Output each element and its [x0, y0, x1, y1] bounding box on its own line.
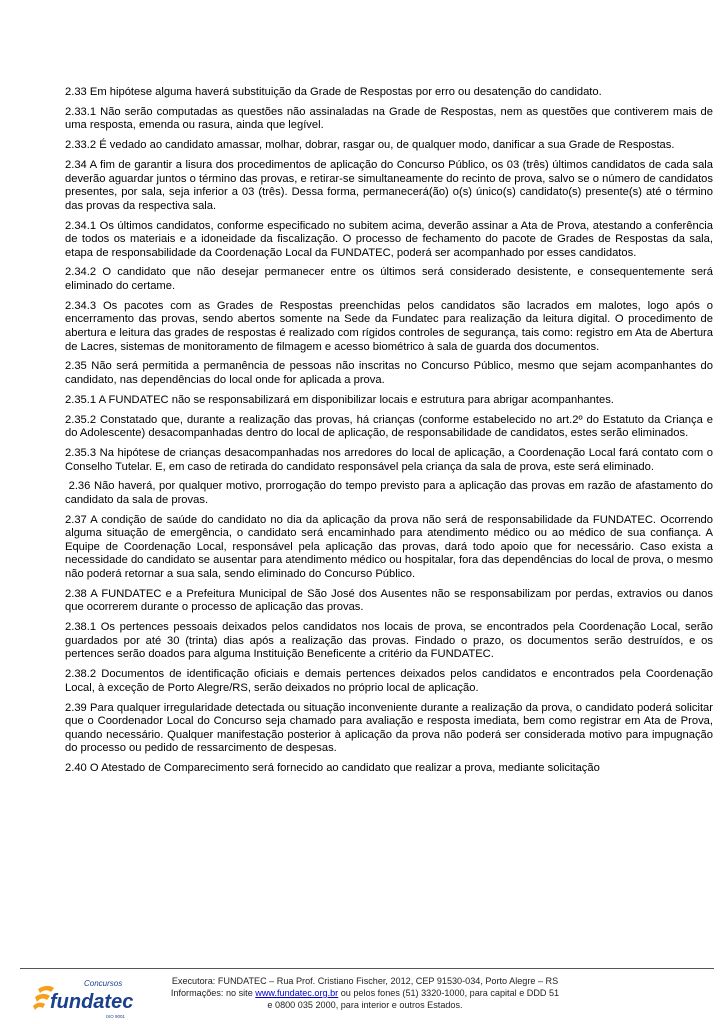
paragraph-number: 2.35.3: [65, 446, 97, 459]
paragraph-number: 2.39: [65, 701, 87, 714]
paragraph-text: Documentos de identificação oficiais e demais pertences deixados pelos candidatos e encontrados pela Coordenação Local, à exceção de Porto Alegre/RS, serão deixados no próprio local de aplicação.: [65, 668, 713, 694]
paragraph-number: 2.40: [65, 762, 87, 775]
paragraph-number: 2.38.1: [65, 621, 97, 634]
paragraph-text: A condição de saúde do candidato no dia da aplicação da prova não será de responsabilidade da FUNDATEC. Ocorrendo alguma situação de emergência, o candidato será encaminhado para atendimento médico ou ao médico de sua confiança. A Equipe de Coordenação Local, responsável pela aplicação das provas, dará todo apoio que for necessário. Caso exista a necessidade do candidato se ausentar para atendimento médico ou hospitalar, fora das dependências do local de prova, o mesmo não poderá retornar a sua sala, sendo eliminado do Concurso Público.: [65, 513, 713, 581]
paragraph: [65, 668, 713, 695]
paragraph-text: Não será permitida a permanência de pessoas não inscritas no Concurso Público, mesmo que sejam acompanhantes do candidato, nas dependências do local onde for aplicada a prova.: [65, 360, 713, 386]
paragraph: [65, 106, 713, 133]
paragraph: [65, 86, 713, 100]
paragraph-number: 2.34.2: [65, 266, 97, 279]
paragraph: [65, 360, 713, 387]
paragraph-number: 2.37: [65, 513, 87, 526]
paragraph-number: 2.34.3: [65, 299, 97, 312]
paragraph-number: 2.33.2: [65, 139, 97, 152]
paragraph-number: 2.34: [65, 158, 87, 171]
paragraph-number: 2.35.1: [65, 393, 97, 406]
paragraph: [65, 414, 713, 441]
paragraph: [65, 220, 713, 261]
paragraph: [65, 514, 713, 582]
paragraph-text: Constatado que, durante a realização das provas, há crianças (conforme estabelecido no art.2º do Estatuto da Criança e do Adolescente) desacompanhadas dentro do local de aplicação, de responsabilidade de candidatos, estes serão eliminados.: [65, 413, 713, 440]
paragraph-number: 2.36: [65, 480, 91, 493]
paragraph-text: Os pacotes com as Grades de Respostas preenchidas pelos candidatos são lacrados em malotes, logo após o encerramento das provas, sendo abertos somente na Sede da Fundatec para realização da leitura digital. O procedimento de abertura e leitura das grades de respostas é realizado com rígidos controles de segurança, tais como: registro em Ata de Abertura de Lacres, sistemas de monitoramento de filmagem e acesso biométrico à sala de guarda dos documentos.: [65, 299, 713, 353]
document-body: [65, 86, 713, 782]
paragraph-text: Os últimos candidatos, conforme especificado no subitem acima, deverão assinar a Ata de Prova, atestando a conferência de todos os materiais e a idoneidade da fiscalização. O processo de fechamento do pacote de Grades de Respostas da sala, etapa de responsabilidade da Coordenação Local da FUNDATEC, poderá ser acompanhado por esses candidatos.: [65, 219, 713, 259]
paragraph: [65, 621, 713, 662]
paragraph-text: A fim de garantir a lisura dos procedimentos de aplicação do Concurso Público, os 03 (três) últimos candidatos de cada sala deverão aguardar juntos o término das provas, e retirar-se simultaneamente do recinto de prova, salvo se o número de candidatos presentes, por sala, seja inferior a 03 (três). Dessa forma, permanecerá(ão) o(s) único(s) candidato(s) presente(s) até o término das provas da respectiva sala.: [65, 158, 713, 212]
paragraph-text: A FUNDATEC não se responsabilizará em disponibilizar locais e estrutura para abrigar acompanhantes.: [96, 393, 614, 406]
paragraph: [65, 394, 713, 408]
paragraph-number: 2.33.1: [65, 105, 97, 118]
paragraph-number: 2.34.1: [65, 219, 97, 232]
footer-divider: [20, 968, 714, 969]
paragraph-text: A FUNDATEC e a Prefeitura Municipal de São José dos Ausentes não se responsabilizam por perdas, extravios ou danos que ocorrerem durante o processo de aplicação das provas.: [65, 587, 713, 614]
paragraph-text: Para qualquer irregularidade detectada ou situação inconveniente durante a realização da prova, o candidato poderá solicitar que o Coordenador Local do Concurso seja chamado para avaliação e resposta imediata, bem como registrar em Ata de Prova, quando necessário. Qualquer manifestação posterior à aplicação da prova não poderá ser considerada motivo para impugnação do processo ou pedido de ressarcimento de despesas.: [65, 701, 713, 755]
footer-info-prefix: Informações: no site: [170, 988, 256, 998]
paragraph-text: Não serão computadas as questões não assinaladas na Grade de Respostas, nem as questões que contiverem mais de uma resposta, emenda ou rasura, ainda que legível.: [65, 105, 713, 132]
paragraph-text: O Atestado de Comparecimento será fornecido ao candidato que realizar a prova, mediante solicitação: [86, 762, 600, 775]
paragraph: [65, 762, 713, 776]
paragraph-number: 2.38: [65, 587, 87, 600]
paragraph: [65, 159, 713, 213]
fundatec-logo: [28, 975, 138, 1023]
website-link[interactable]: www.fundatec.org.br: [255, 988, 339, 998]
paragraph: [65, 266, 713, 293]
paragraph-number: 2.33: [65, 86, 87, 98]
paragraph-text: O candidato que não desejar permanecer entre os últimos será considerado desistente, e consequentemente será eliminado do certame.: [65, 266, 713, 293]
paragraph-number: 2.35: [65, 360, 87, 373]
paragraph-text: Em hipótese alguma haverá substituição da Grade de Respostas por erro ou desatenção do candidato.: [86, 86, 602, 98]
footer-info-suffix: ou pelos fones (51) 3320-1000, para capital e DDD 51: [338, 988, 560, 998]
footer-line-phone: e 0800 035 2000, para interior e outros Estados.: [267, 1000, 463, 1010]
logo-fundatec-text: fundatec: [50, 991, 134, 1013]
paragraph-number: 2.35.2: [65, 413, 97, 426]
paragraph-text: É vedado ao candidato amassar, molhar, dobrar, rasgar ou, de qualquer modo, danificar a sua Grade de Respostas.: [96, 139, 675, 152]
paragraph: [65, 139, 713, 153]
footer-line-address: Executora: FUNDATEC – Rua Prof. Cristiano Fischer, 2012, CEP 91530-034, Porto Alegre – RS: [171, 976, 559, 986]
footer-contact: [150, 975, 580, 1011]
paragraph-text: Na hipótese de crianças desacompanhadas nos arredores do local de aplicação, a Coordenação Local fará contato com o Conselho Tutelar. E, em caso de retirada do candidato responsável pela criança da sala de prova, este será eliminado.: [65, 446, 713, 473]
paragraph: [65, 447, 713, 474]
footer-line-info: [150, 987, 580, 999]
paragraph-text: Não haverá, por qualquer motivo, prorrogação do tempo previsto para a aplicação das provas em razão de afastamento do candidato da sala de provas.: [65, 480, 713, 506]
paragraph: [65, 702, 713, 756]
page-footer: [0, 962, 724, 1024]
logo-concursos-text: Concursos: [84, 979, 123, 988]
logo-iso-text: ISO 9001: [106, 1014, 126, 1019]
paragraph-number: 2.38.2: [65, 668, 97, 681]
paragraph: [65, 300, 713, 354]
paragraph: [65, 480, 713, 507]
paragraph-text: Os pertences pessoais deixados pelos candidatos nos locais de prova, se encontrados pela Coordenação Local, serão guardados por até 30 (trinta) dias após a realização das provas. Findado o prazo, os documentos serão destruídos, e os pertences serão doados para alguma Instituição Beneficente a critério da FUNDATEC.: [65, 621, 713, 661]
paragraph: [65, 588, 713, 615]
